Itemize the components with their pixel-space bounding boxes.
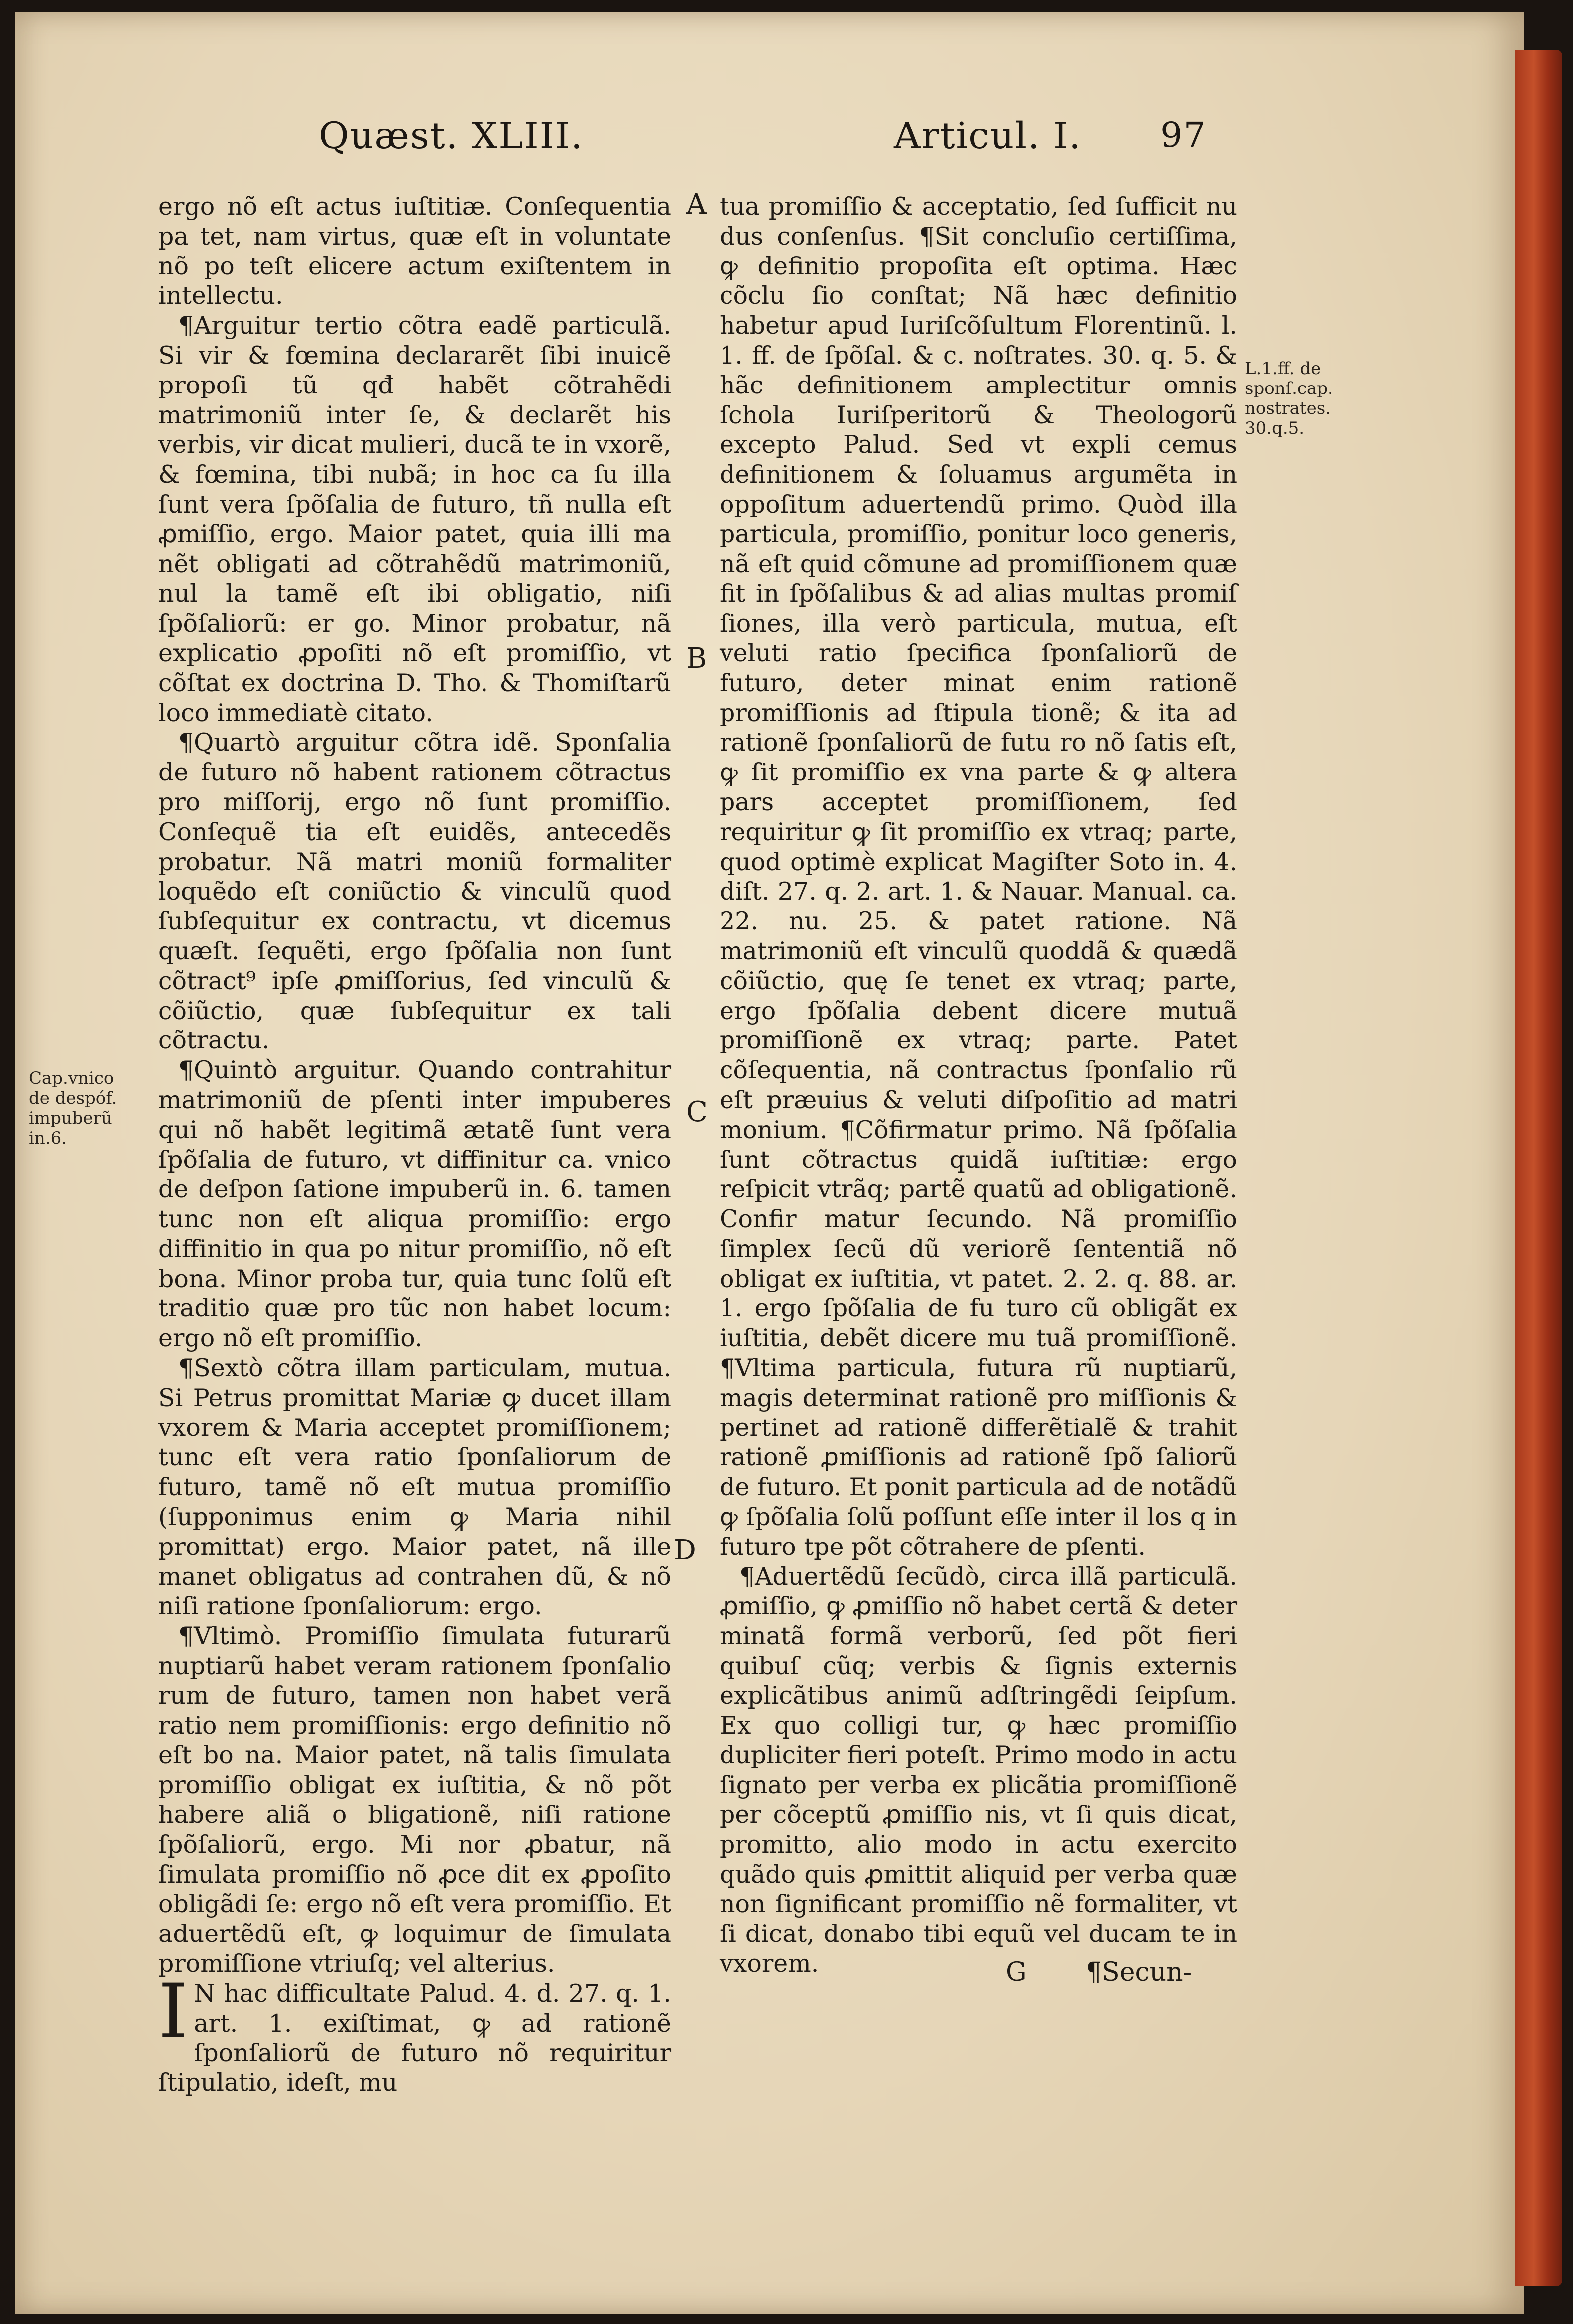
page-number: 97 bbox=[1160, 115, 1207, 155]
section-letter-c: C bbox=[686, 1096, 708, 1128]
section-letter-d: D bbox=[674, 1534, 696, 1566]
header-question: Quæst. XLIII. bbox=[319, 115, 584, 157]
margin-note-line: in.6. bbox=[29, 1128, 67, 1148]
right-margin-note bbox=[1245, 359, 1344, 438]
margin-note-line: nostrates. bbox=[1245, 398, 1331, 418]
catchword: ¶Secun- bbox=[1086, 1957, 1192, 1987]
signature-mark: G bbox=[1006, 1957, 1027, 1987]
section-letter-a: A bbox=[686, 188, 707, 221]
paragraph: ¶Aduertẽdũ ſecũdò, circa illã particulã. ꝓmiſſio, ꝙ ꝓmiſſio nõ habet certã & deter minatã formã verborũ, ſed põt fieri quibuſ cũq; verbis & ſignis externis explicãtibus animũ adſtringẽdi ſeipſum. Ex quo colligi tur, ꝙ hæc promiſſio dupliciter fieri poteſt. Primo modo in actu ſignato per verba ex plicãtia promiſſionẽ per cõceptũ ꝓmiſſio nis, vt ſi quis dicat, promitto, alio modo in actu exercito quãdo quis ꝓmittit aliquid per verba quæ non ſignificant promiſſio nẽ formaliter, vt ſi dicat, donabo tibi equũ vel ducam te in vxorem. bbox=[720, 1562, 1237, 1978]
page-fore-edge bbox=[1515, 50, 1562, 2286]
margin-note-line: sponſ.cap. bbox=[1245, 379, 1333, 398]
margin-note-line: de despóf. bbox=[29, 1088, 117, 1108]
paragraph: ¶Quartò arguitur cõtra idẽ. Sponſalia de futuro nõ habent rationem cõtractus pro miſſorij, ergo nõ ſunt promiſſio. Conſequẽ tia eſt euidẽs, antecedẽs probatur. Nã matri moniũ formaliter loquẽdo eſt coniũctio & vinculũ quod ſubſequitur ex contractu, vt dicemus quæſt. ſequẽti, ergo ſpõſalia non ſunt cõtract⁹ ipſe ꝓmiſſorius, ſed vinculũ & cõiũctio, quæ ſubſequitur ex tali cõtractu. bbox=[158, 728, 671, 1055]
margin-note-line: Cap.vnico bbox=[29, 1068, 114, 1088]
left-margin-note bbox=[29, 1068, 148, 1148]
section-letter-b: B bbox=[686, 643, 707, 675]
paragraph: tua promiſſio & acceptatio, ſed ſufficit nu dus conſenſus. ¶Sit concluſio certiſſima, ꝙ definitio propoſita eſt optima. Hæc cõclu ſio conſtat; Nã hæc definitio habetur apud Iuriſcõſultum Florentinũ. l. 1. ff. de ſpõſal. & c. noſtrates. 30. q. 5. & hãc definitionem amplectitur omnis ſchola Iuriſperitorũ & Theologorũ excepto Palud. Sed vt expli cemus definitionem & ſoluamus argumẽta in oppoſitum aduertendũ primo. Quòd illa particula, promiſſio, ponitur loco generis, nã eſt quid cõmune ad promiſſionem quæ fit in ſpõſalibus & ad alias multas promiſ ſiones, illa verò particula, mutua, eſt veluti ratio ſpecifica ſponſaliorũ de futuro, deter minat enim rationẽ promiſſionis ad ſtipula tionẽ; & ita ad rationẽ ſponſaliorũ de futu ro nõ ſatis eſt, ꝙ ſit promiſſio ex vna parte & ꝙ altera pars acceptet promiſſionem, ſed requiritur ꝙ ſit promiſſio ex vtraq; parte, quod optimè explicat Magiſter Soto in. 4. diſt. 27. q. 2. art. 1. & Nauar. Manual. ca. 22. nu. 25. & patet ratione. Nã matrimoniũ eſt vinculũ quoddã & quædã cõiũctio, quę ſe tenet ex vtraq; parte, ergo ſpõſalia debent dicere mutuã promiſſionẽ ex vtraq; parte. Patet cõſequentia, nã contractus ſponſalio rũ eſt præuius & veluti diſpoſitio ad matri monium. ¶Cõfirmatur primo. Nã ſpõſalia ſunt cõtractus quidã iuſtitiæ: ergo reſpicit vtrãq; partẽ quatũ ad obligationẽ. Confir matur ſecundo. Nã promiſſio ſimplex ſecũ dũ veriorẽ ſententiã nõ obligat ex iuſtitia, vt patet. 2. 2. q. 88. ar. 1. ergo ſpõſalia de fu turo cũ obligãt ex iuſtitia, debẽt dicere mu tuã promiſſionẽ. ¶Vltima particula, futura rũ nuptiarũ, magis determinat rationẽ pro miſſionis & pertinet ad rationẽ differẽtialẽ & trahit rationẽ ꝓmiſſionis ad rationẽ ſpõ ſaliorũ de futuro. Et ponit particula ad de notãdũ ꝙ ſpõſalia ſolũ poſſunt eſſe inter il los q in futuro tpe põt cõtrahere de pſenti. bbox=[720, 192, 1237, 1561]
paragraph: ¶Vltimò. Promiſſio ſimulata futurarũ nuptiarũ habet veram rationem ſponſalio rum de futuro, tamen non habet verã ratio nem promiſſionis: ergo definitio nõ eſt bo na. Maior patet, nã talis ſimulata promiſſio obligat ex iuſtitia, & nõ põt habere aliã o bligationẽ, niſi ratione ſpõſaliorũ, ergo. Mi nor ꝓbatur, nã ſimulata promiſſio nõ ꝓce dit ex ꝓpoſito obligãdi ſe: ergo nõ eſt vera promiſſio. Et aduertẽdũ eſt, ꝙ loquimur de ſimulata promiſſione vtriuſq; vel alterius. bbox=[158, 1622, 671, 1978]
left-text-column bbox=[158, 192, 671, 2098]
header-article: Articul. I. bbox=[894, 115, 1082, 157]
margin-note-line: impuberũ bbox=[29, 1108, 112, 1128]
margin-note-line: 30.q.5. bbox=[1245, 418, 1305, 438]
paragraph: ¶Arguitur tertio cõtra eadẽ particulã. Si vir & fœmina declararẽt ſibi inuicẽ propoſi tũ qđ habẽt cõtrahẽdi matrimoniũ inter ſe, & declarẽt his verbis, vir dicat mulieri, ducã te in vxorẽ, & fœmina, tibi nubã; in hoc ca ſu illa ſunt vera ſpõſalia de futuro, tñ nulla eſt ꝓmiſſio, ergo. Maior patet, quia illi ma nẽt obligati ad cõtrahẽdũ matrimoniũ, nul la tamẽ eſt ibi obligatio, niſi ſpõſaliorũ: er go. Minor probatur, nã explicatio ꝓpoſiti nõ eſt promiſſio, vt cõſtat ex doctrina D. Tho. & Thomiſtarũ loco immediatè citato. bbox=[158, 311, 671, 727]
paragraph: ergo nõ eſt actus iuſtitiæ. Conſequentia pa tet, nam virtus, quæ eſt in voluntate nõ po teſt elicere actum exiſtentem in intellectu. bbox=[158, 192, 671, 310]
paragraph-dropcap: IN hac difficultate Palud. 4. d. 27. q. 1. art. 1. exiſtimat, ꝙ ad rationẽ ſponſaliorũ de futuro nõ requiritur ſtipulatio, ideſt, mu bbox=[158, 1968, 671, 2097]
paragraph: ¶Sextò cõtra illam particulam, mutua. Si Petrus promittat Mariæ ꝙ ducet illam vxorem & Maria acceptet promiſſionem; tunc eſt vera ratio ſponſaliorum de futuro, tamẽ nõ eſt mutua promiſſio (ſupponimus enim ꝙ Maria nihil promittat) ergo. Maior patet, nã ille manet obligatus ad contrahen dũ, & nõ niſi ratione ſponſaliorum: ergo. bbox=[158, 1354, 671, 1621]
paragraph: ¶Quintò arguitur. Quando contrahitur matrimoniũ de pſenti inter impuberes qui nõ habẽt legitimã ætatẽ ſunt vera ſpõſalia de futuro, vt diffinitur ca. vnico de deſpon ſatione impuberũ in. 6. tamen tunc non eſt aliqua promiſſio: ergo diffinitio in qua po nitur promiſſio, nõ eſt bona. Minor proba tur, quia tunc ſolũ eſt traditio quæ pro tũc non habet locum: ergo nõ eſt promiſſio. bbox=[158, 1056, 671, 1353]
right-text-column bbox=[720, 192, 1237, 1979]
margin-note-line: L.1.ff. de bbox=[1245, 359, 1321, 379]
